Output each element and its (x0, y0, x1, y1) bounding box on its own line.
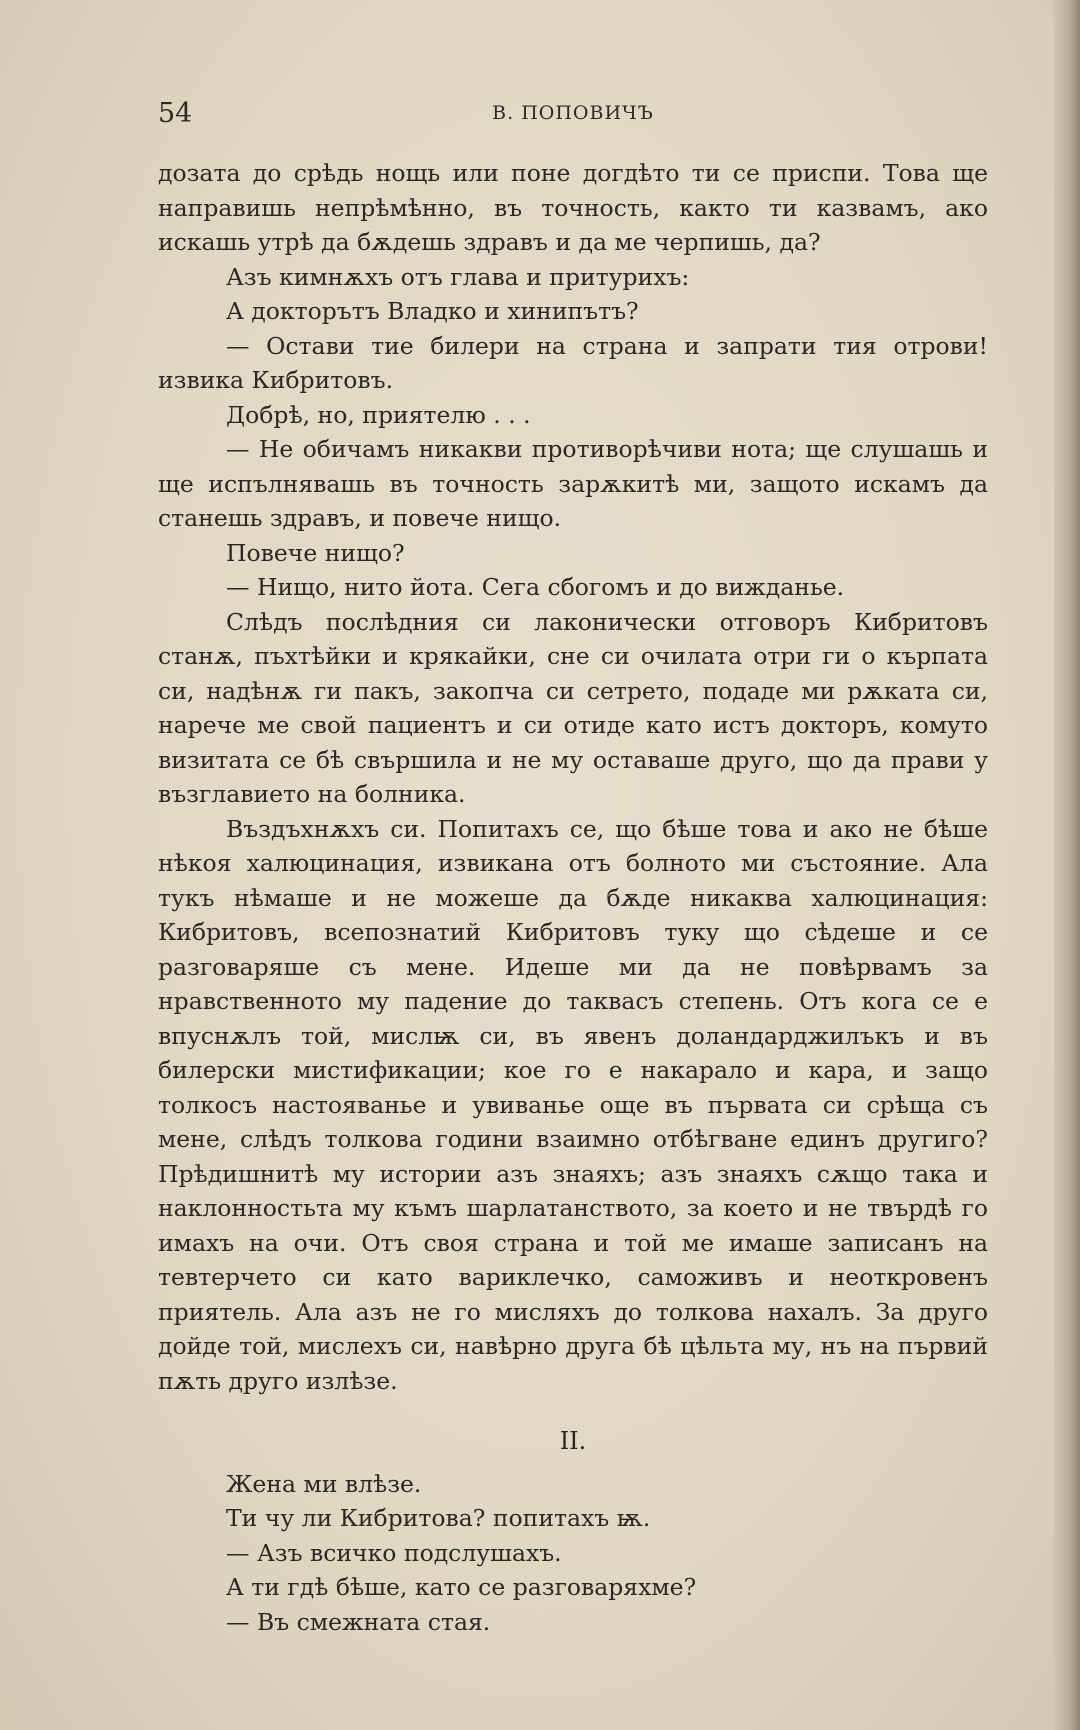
paragraph: Слѣдъ послѣдния си лаконически отговоръ Кибритовъ станѫ, пъхтѣйки и крякайки, сне си очилата отри ги о кърпата си, надѣнѫ ги пакъ, закопча си сетрето, подаде ми рѫката си, нарече ме свой пациентъ и си отиде като истъ докторъ, комуто визитата се бѣ свършила и не му оставаше друго, що да прави у възглавието на болника. (158, 607, 988, 808)
running-head: В. ПОПОВИЧЪ (492, 102, 654, 124)
paragraph: Въздъхнѫхъ си. Попитахъ се, що бѣше това и ако не бѣше нѣкоя халюцинация, извикана отъ болното ми състояние. Ала тукъ нѣмаше и не можеше да бѫде никаква халюцинация: Кибритовъ, всепознатий Кибритовъ тукy що сѣдеше и се разговаряше съ мене. Идеше ми да не повѣрвамъ за нравственното му падение до таквасъ степень. Отъ кога се е впуснѫлъ той, мислѭ си, въ явенъ доландарджилъкъ и въ билерски мистификации; кое го е накарало и кара, и защо толкосъ настояванье и увиванье още въ първата си срѣща съ мене, слѣдъ толкова години взаимно отбѣгване единъ другиго? Прѣдишнитѣ му истории азъ знаяхъ; азъ знаяхъ сѫщо така и наклонностьта му къмъ шарлатанството, за което и не твърдѣ го имахъ на очи. Отъ своя страна и той ме имаше записанъ на тевтерчето си като вариклечко, саможивъ и неоткровенъ приятель. Ала азъ не го мисляхъ до толкова нахалъ. За друго дойде той, мислехъ си, навѣрно друга бѣ цѣльта му, нъ на първий пѫть друго излѣзе. (158, 814, 988, 1395)
chapter-text-part2 (158, 1467, 988, 1640)
paragraph: — Нищо, нито йота. Сега сбогомъ и до вижданье. (226, 573, 845, 601)
paragraph: Ти чу ли Кибритова? попитахъ ѭ. (226, 1504, 651, 1532)
paragraph: — Остави тие билери на страна и запрати тия отрови! извика Кибритовъ. (158, 331, 988, 394)
paragraph: А ти гдѣ бѣше, като се разговаряхме? (226, 1573, 697, 1601)
paragraph: — Азъ всичко подслушахъ. (226, 1538, 562, 1567)
paragraph: Жена ми влѣзе. (226, 1469, 422, 1498)
paragraph: А докторътъ Владко и хинипътъ? (226, 297, 639, 325)
paragraph: — Въ смежната стая. (226, 1607, 491, 1636)
page-header (158, 98, 988, 132)
paragraph: — Не обичамъ никакви противорѣчиви нота; ще слушашь и ще испълнявашь въ точность зарѫкитѣ ми, защото искамъ да станешь здравъ, и повече нищо. (158, 435, 988, 532)
section-number: II. (559, 1427, 587, 1455)
paragraph: Повече нищо? (226, 538, 405, 567)
page-body (158, 156, 988, 1639)
paragraph: Азъ кимнѫхъ отъ глава и притурихъ: (226, 262, 690, 291)
page-edge (1054, 0, 1080, 1730)
chapter-text-part1 (158, 156, 988, 1398)
paragraph: дозата до срѣдь нощь или поне догдѣто ти се приспи. Това ще направишь непрѣмѣнно, въ точность, както ти казвамъ, ако искашь утрѣ да бѫдешь здравъ и да ме черпишь, да? (158, 159, 988, 256)
paragraph: Добрѣ, но, приятелю . . . (226, 400, 531, 429)
page-number: 54 (158, 98, 193, 129)
